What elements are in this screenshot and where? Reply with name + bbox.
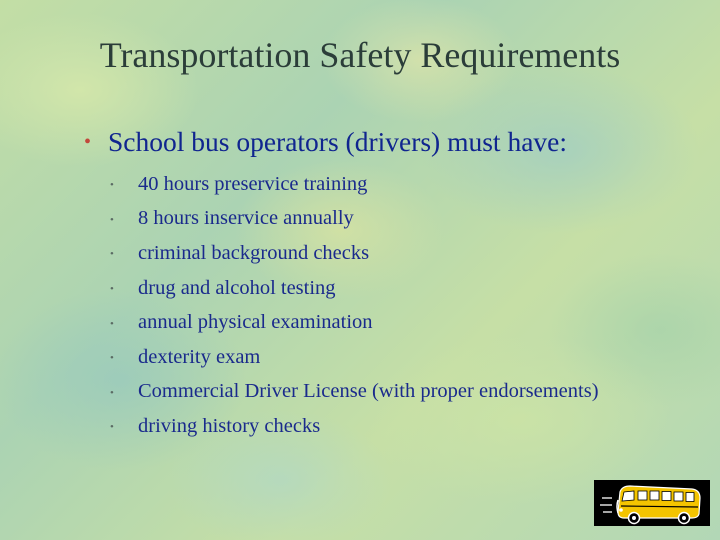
list-item (110, 271, 599, 306)
list-item-text: 8 hours inservice annually (138, 207, 354, 230)
list-item (110, 409, 599, 444)
list-item-text: dexterity exam (138, 345, 261, 368)
list-item (110, 167, 599, 202)
school-bus-icon (594, 480, 710, 526)
requirements-list (110, 167, 599, 444)
sub-bullet-marker: • (110, 213, 114, 226)
list-item-text: driving history checks (138, 414, 321, 437)
sub-bullet-marker: • (110, 179, 114, 192)
main-bullet-marker: • (84, 131, 92, 153)
list-item (110, 340, 599, 375)
sub-bullet-marker: • (110, 317, 114, 330)
list-item (110, 375, 599, 410)
list-item-text: Commercial Driver License (with proper endorsements) (138, 380, 599, 403)
sub-bullet-marker: • (110, 283, 114, 296)
sub-bullet-marker: • (110, 421, 114, 434)
list-item (110, 236, 599, 271)
list-item-text: criminal background checks (138, 241, 370, 264)
school-bus-logo (594, 480, 710, 526)
sub-bullet-marker: • (110, 352, 114, 365)
list-item-text: drug and alcohol testing (138, 276, 336, 299)
main-bullet-point (84, 126, 567, 158)
main-bullet-text: School bus operators (drivers) must have: (108, 126, 568, 157)
list-item-text: annual physical examination (138, 311, 373, 334)
sub-bullet-marker: • (110, 248, 114, 261)
list-item (110, 202, 599, 237)
list-item (110, 305, 599, 340)
slide-title: Transportation Safety Requirements (99, 35, 621, 75)
sub-bullet-marker: • (110, 386, 114, 399)
list-item-text: 40 hours preservice training (138, 172, 368, 195)
